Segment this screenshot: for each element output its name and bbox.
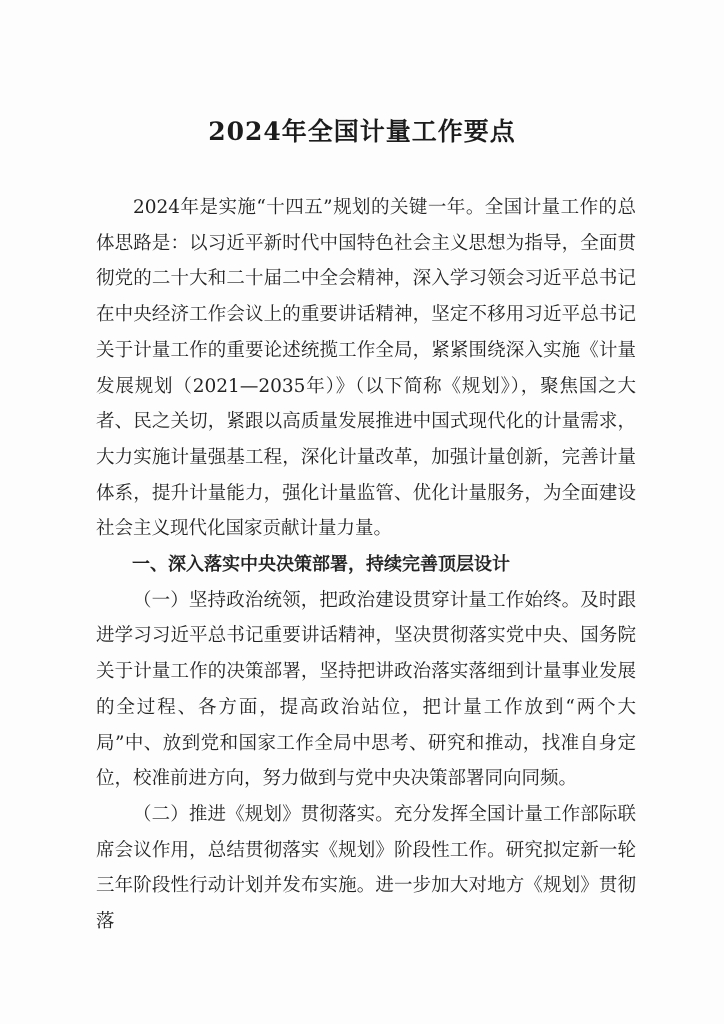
document-title: 2024年全国计量工作要点 (208, 117, 516, 146)
section-heading-1: 一、深入落实中央决策部署，持续完善顶层设计 (132, 554, 510, 576)
item-paragraph-1: （一）坚持政治统领，把政治建设贯穿计量工作始终。及时跟进学习习近平总书记重要讲话精神，坚决贯彻落实党中央、国务院关于计量工作的决策部署，坚持把讲政治落实落细到计量事业发展的全过程、各方面，提高政治站位，把计量工作放到“两个大局”中、放到党和国家工作全局中思考、研究和推动，找准自身定位，校准前进方向，努力做到与党中央决策部署同向同频。 (96, 589, 636, 790)
intro-paragraph: 2024年是实施“十四五”规划的关键一年。全国计量工作的总体思路是：以习近平新时代中国特色社会主义思想为指导，全面贯彻党的二十大和二十届二中全会精神，深入学习领会习近平总书记在中央经济工作会议上的重要讲话精神，坚定不移用习近平总书记关于计量工作的重要论述统揽工作全局，紧紧围绕深入实施《计量发展规划（2021—2035年）》（以下简称《规划》），聚焦国之大者、民之关切，紧跟以高质量发展推进中国式现代化的计量需求，大力实施计量强基工程，深化计量改革，加强计量创新，完善计量体系，提升计量能力，强化计量监管、优化计量服务，为全面建设社会主义现代化国家贡献计量力量。 (96, 197, 636, 540)
document-body (96, 190, 636, 940)
item-paragraph-2: （二）推进《规划》贯彻落实。充分发挥全国计量工作部际联席会议作用，总结贯彻落实《规划》阶段性工作。研究拟定新一轮三年阶段性行动计划并发布实施。进一步加大对地方《规划》贯彻落 (96, 803, 636, 933)
